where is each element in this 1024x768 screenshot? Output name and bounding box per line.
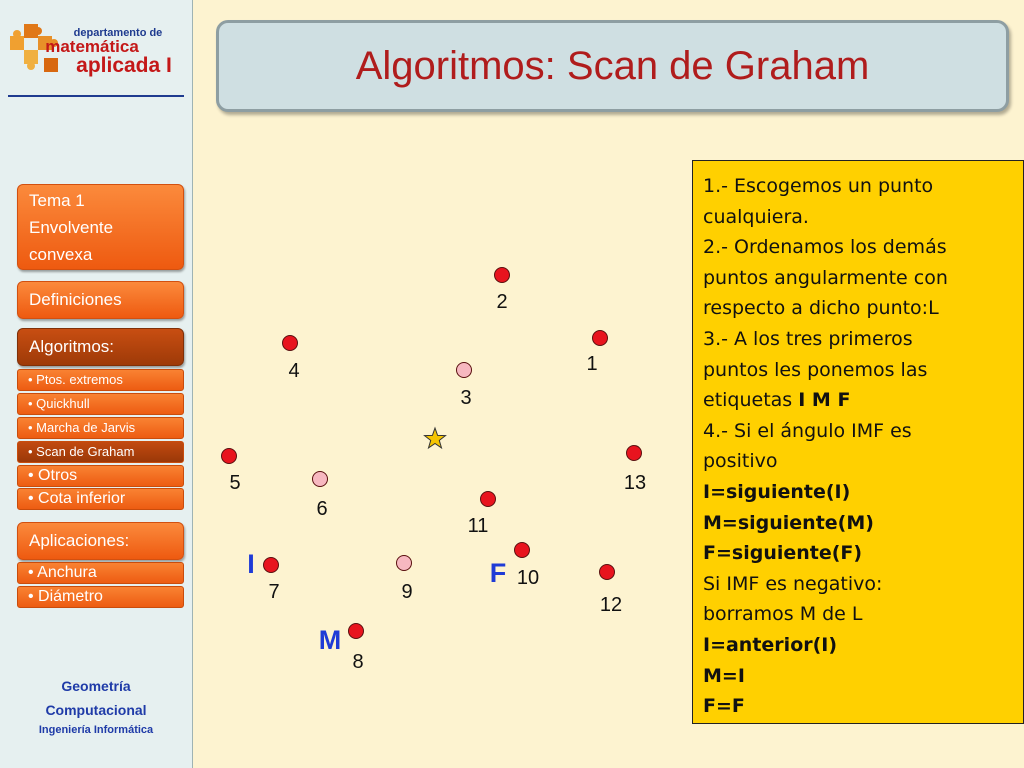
nav-quickhull-label: • Quickhull — [28, 396, 90, 411]
step-line: 4.- Si el ángulo IMF es — [703, 419, 912, 442]
step-line — [703, 385, 1013, 416]
footer-line-2: Computacional — [45, 702, 147, 718]
title-banner — [216, 20, 1009, 112]
point-10 — [490, 543, 539, 590]
step-line: 3.- A los tres primeros — [703, 327, 913, 350]
point-label: 1 — [586, 353, 598, 375]
point-dot — [515, 543, 530, 558]
nav-tema[interactable] — [17, 184, 184, 270]
nav-ptos-extremos-label: • Ptos. extremos — [28, 372, 123, 387]
nav-definiciones-label: Definiciones — [29, 290, 122, 309]
point-label: 12 — [599, 594, 623, 616]
footer-line-3: Ingeniería Informática — [38, 724, 154, 736]
nav-scan-de-graham[interactable] — [17, 441, 184, 463]
step-line: puntos angularmente con — [703, 266, 948, 289]
point-dot — [222, 449, 237, 464]
point-label: 6 — [316, 498, 328, 520]
step-line: cualquiera. — [703, 205, 809, 228]
point-8 — [319, 624, 364, 674]
nav-anchura[interactable] — [17, 562, 184, 584]
point-set-diagram — [192, 114, 690, 694]
nav-marcha-de-jarvis-label: • Marcha de Jarvis — [28, 420, 136, 435]
step-line: Si IMF es negativo: — [703, 572, 883, 595]
step-line: puntos les ponemos las — [703, 358, 928, 381]
point-12 — [600, 565, 623, 617]
step-3-labels: I M F — [798, 389, 851, 412]
step-line: F=F — [703, 695, 745, 718]
point-3 — [457, 363, 472, 410]
nav-otros[interactable] — [17, 465, 184, 487]
nav-tema-line-1: Tema 1 — [29, 191, 85, 210]
step-line: positivo — [703, 450, 778, 473]
step-line: I=anterior(I) — [703, 633, 838, 656]
step-line: M=I — [703, 664, 745, 687]
point-dot — [495, 268, 510, 283]
nav-diametro-label: • Diámetro — [28, 588, 103, 605]
point-dot — [397, 556, 412, 571]
department-logo — [4, 14, 188, 86]
star-icon — [425, 428, 446, 448]
point-label: 11 — [467, 515, 489, 537]
nav-diametro[interactable] — [17, 586, 184, 608]
point-dot — [283, 336, 298, 351]
step-line: borramos M de L — [703, 603, 863, 626]
logo-line-1: departamento de — [73, 27, 163, 39]
point-7 — [247, 549, 279, 603]
point-dot — [481, 492, 496, 507]
point-label: 8 — [352, 651, 364, 673]
step-line: respecto a dicho punto:L — [703, 297, 939, 320]
nav-tema-line-2: Envolvente — [29, 218, 114, 237]
point-label: 9 — [401, 581, 413, 603]
nav-marcha-de-jarvis[interactable] — [17, 417, 184, 439]
logo-divider — [8, 95, 184, 97]
point-tag-F: F — [489, 558, 507, 588]
point-11 — [468, 492, 496, 538]
point-13 — [624, 446, 646, 495]
nav-algoritmos[interactable] — [17, 328, 184, 366]
step-line: 1.- Escogemos un punto — [703, 175, 934, 197]
algorithm-steps-box — [692, 160, 1024, 724]
sidebar — [0, 0, 193, 768]
logo-line-2: matemática — [45, 37, 139, 56]
point-9 — [397, 556, 413, 604]
logo-line-3: aplicada I — [76, 54, 172, 77]
nav-anchura-label: • Anchura — [28, 564, 97, 581]
point-label: 10 — [516, 567, 540, 589]
point-2 — [495, 268, 510, 314]
point-dot — [593, 331, 608, 346]
nav-ptos-extremos[interactable] — [17, 369, 184, 391]
nav-aplicaciones-label: Aplicaciones: — [29, 531, 130, 550]
point-dot — [600, 565, 615, 580]
point-dot — [457, 363, 472, 378]
point-dot — [627, 446, 642, 461]
nav-quickhull[interactable] — [17, 393, 184, 415]
step-line: 2.- Ordenamos los demás — [703, 236, 947, 259]
point-label: 5 — [229, 472, 241, 494]
nav-scan-de-graham-label: • Scan de Graham — [28, 444, 135, 459]
page-title: Algoritmos: Scan de Graham — [355, 43, 870, 88]
point-label: 7 — [268, 581, 280, 603]
point-dot — [313, 472, 328, 487]
point-label: 2 — [496, 291, 508, 313]
point-1 — [586, 331, 607, 376]
step-line: M=siguiente(M) — [703, 511, 874, 534]
footer-line-1: Geometría — [61, 678, 131, 694]
point-label: 13 — [623, 472, 647, 494]
nav-cota-inferior-label: • Cota inferior — [28, 490, 126, 507]
point-label: 4 — [288, 360, 300, 382]
course-footer — [0, 674, 192, 738]
nav-tema-line-3: convexa — [29, 245, 93, 264]
nav-cota-inferior[interactable] — [17, 488, 184, 510]
point-dot — [264, 558, 279, 573]
point-tag-M: M — [318, 625, 342, 655]
nav-aplicaciones[interactable] — [17, 522, 184, 560]
step-line: F=siguiente(F) — [703, 542, 863, 565]
nav-definiciones[interactable] — [17, 281, 184, 319]
nav-otros-label: • Otros — [28, 467, 78, 484]
point-label: 3 — [460, 387, 472, 409]
point-6 — [313, 472, 328, 521]
point-dot — [349, 624, 364, 639]
step-line: I=siguiente(I) — [703, 480, 851, 503]
point-5 — [222, 449, 241, 495]
step-3-tail: etiquetas — [703, 389, 799, 412]
nav-algoritmos-label: Algoritmos: — [29, 337, 115, 356]
point-tag-I: I — [247, 549, 255, 579]
point-4 — [283, 336, 300, 383]
